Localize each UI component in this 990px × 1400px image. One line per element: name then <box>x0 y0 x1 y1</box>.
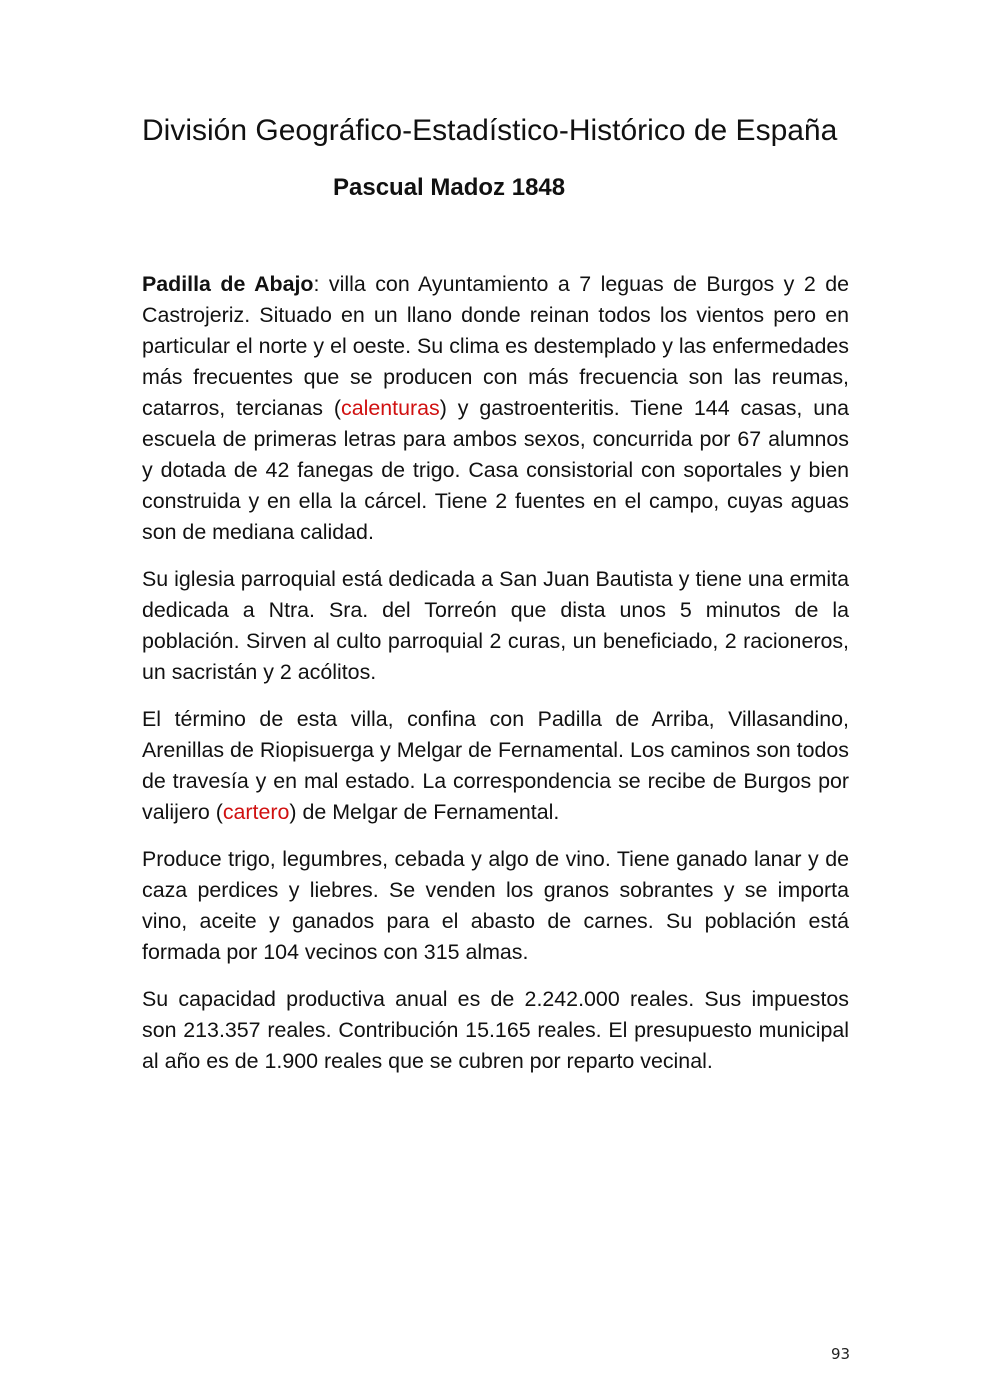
paragraph-4: Produce trigo, legumbres, cebada y algo de vino. Tiene ganado lanar y de caza perdices y liebres. Se venden los granos sobrantes y se importa vino, aceite y ganados para el abasto de carnes. Su población está formada por 104 vecinos con 315 almas. <box>142 847 849 964</box>
paragraph-1 <box>142 269 849 548</box>
highlighted-term-calenturas: calenturas <box>341 396 440 420</box>
place-name: Padilla de Abajo <box>142 272 314 296</box>
paragraph-1-text-a: : villa con Ayuntamiento a 7 leguas de Burgos y 2 de Castrojeriz. Situado en un llano donde reinan todos los vientos pero en particular el norte y el oeste. Su clima es destemplado y las enfermedades más frecuentes que se producen con más frecuencia son las reumas, catarros, tercianas ( <box>142 272 849 420</box>
paragraph-1-text-b: ) y gastroenteritis. Tiene 144 casas, una escuela de primeras letras para ambos sexos, concurrida por 67 alumnos y dotada de 42 fanegas de trigo. Casa consistorial con soportales y bien construida y en ella la cárcel. Tiene 2 fuentes en el campo, cuyas aguas son de mediana calidad. <box>142 396 849 544</box>
page-number: 93 <box>831 1345 851 1363</box>
paragraph-2: Su iglesia parroquial está dedicada a San Juan Bautista y tiene una ermita dedicada a Ntra. Sra. del Torreón que dista unos 5 minutos de la población. Sirven al culto parroquial 2 curas, un beneficiado, 2 racioneros, un sacristán y 2 acólitos. <box>142 567 849 684</box>
page-subtitle: Pascual Madoz 1848 <box>333 174 566 201</box>
document-body <box>142 269 849 1093</box>
paragraph-3-text-b: ) de Melgar de Fernamental. <box>289 800 560 824</box>
paragraph-5: Su capacidad productiva anual es de 2.242.000 reales. Sus impuestos son 213.357 reales. Contribución 15.165 reales. El presupuesto municipal al año es de 1.900 reales que se cubren por reparto vecinal. <box>142 987 849 1073</box>
page-title: División Geográfico-Estadístico-Histórico de España <box>142 114 838 147</box>
paragraph-3 <box>142 704 849 828</box>
highlighted-term-cartero: cartero <box>222 800 290 824</box>
paragraph-3-text-a: El término de esta villa, confina con Padilla de Arriba, Villasandino, Arenillas de Riopisuerga y Melgar de Fernamental. Los caminos son todos de travesía y en mal estado. La correspondencia se recibe de Burgos por valijero ( <box>142 707 849 824</box>
